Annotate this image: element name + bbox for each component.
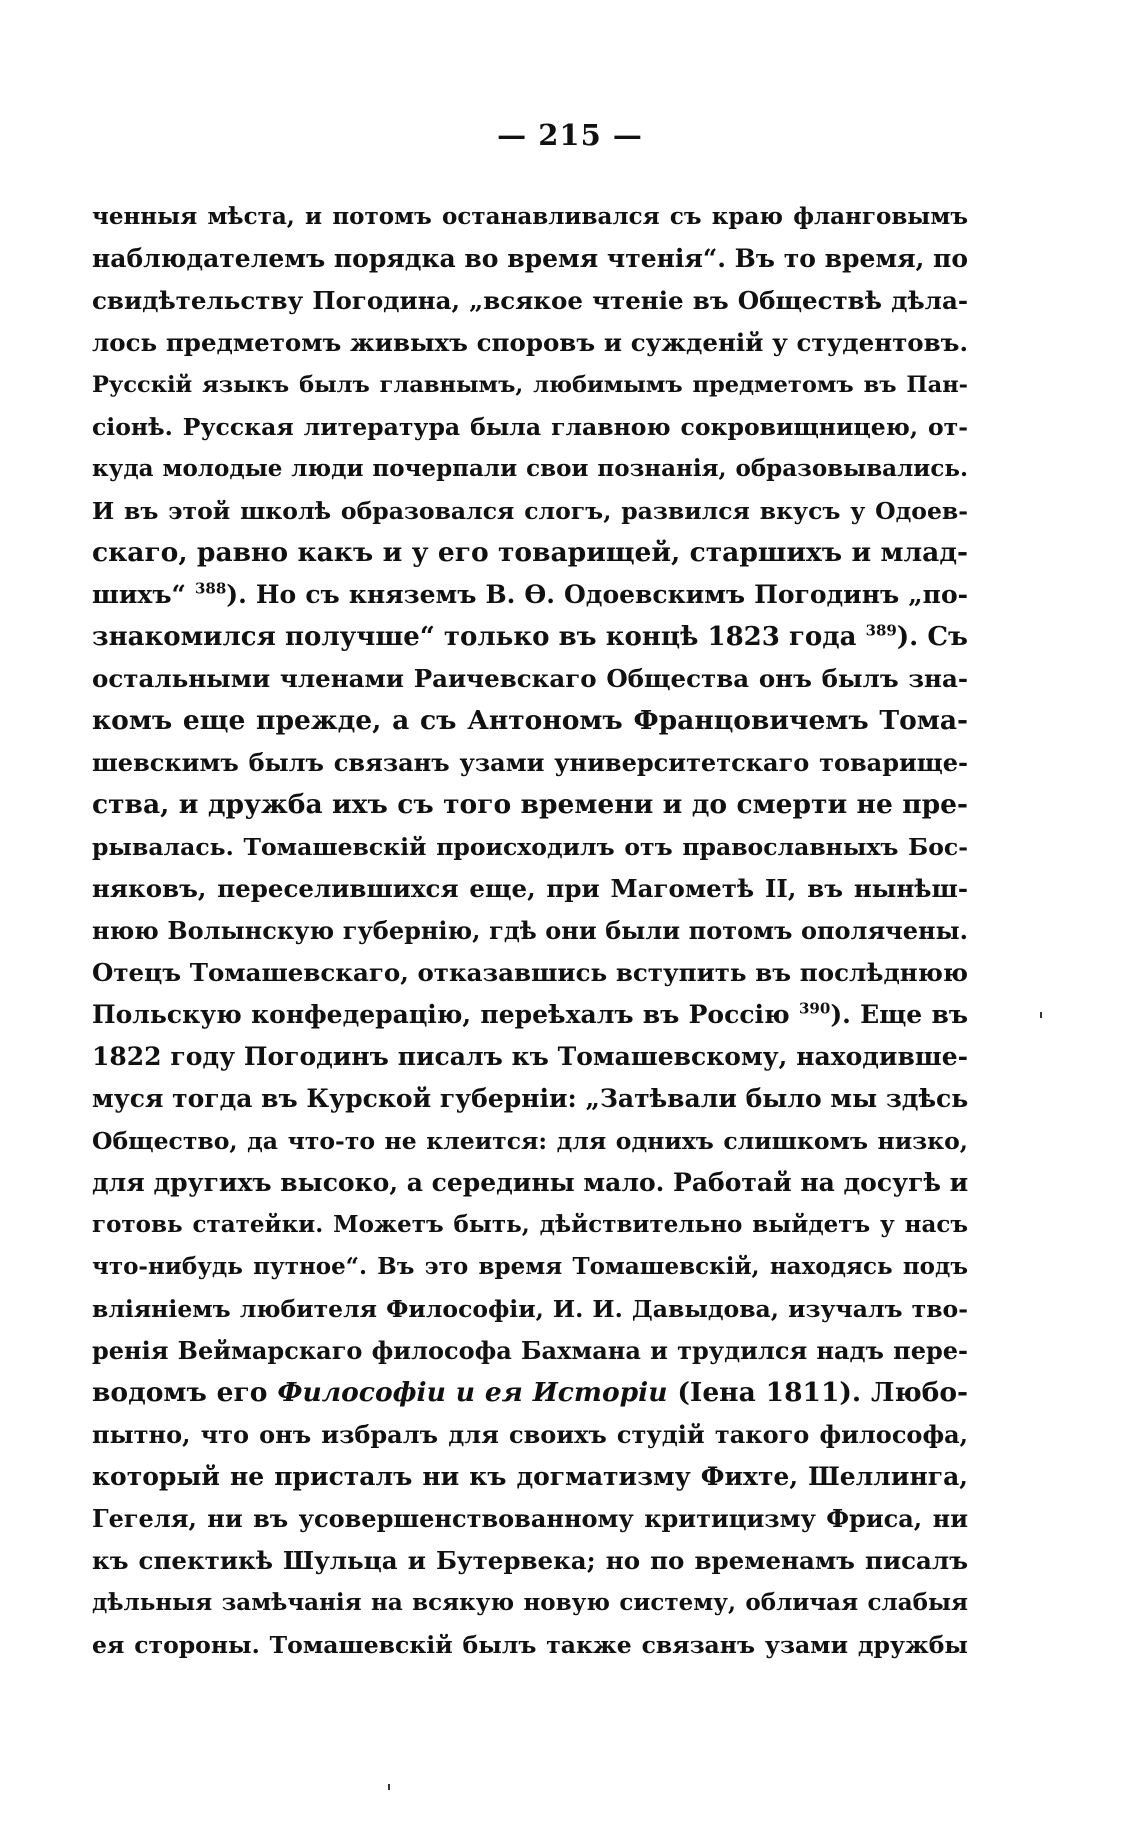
text-segment: Гегеля, ни въ усовершенствованному критицизму Фриса, ни — [92, 1504, 968, 1533]
text-line — [92, 1204, 968, 1246]
body-text — [92, 196, 968, 1666]
text-segment: И въ этой школѣ образовался слогъ, развился вкусъ у Одоев- — [92, 497, 968, 525]
text-segment: куда молодые люди почерпали свои познанія, образовывались. — [92, 455, 968, 482]
text-segment: няковъ, переселившихся еще, при Магометѣ II, въ нынѣш- — [92, 874, 968, 903]
text-segment: дѣльныя замѣчанія на всякую новую систему, обличая слабыя — [92, 1589, 968, 1616]
text-segment: нюю Волынскую губернію, гдѣ они были потомъ ополячены. — [92, 916, 968, 945]
text-segment: лось предметомъ живыхъ споровъ и сужденій у студентовъ. — [92, 328, 968, 357]
text-segment: ея стороны. Томашевскій былъ также связанъ узами дружбы — [92, 1631, 968, 1659]
text-line — [92, 574, 968, 616]
footnote-ref: 390 — [799, 999, 831, 1018]
text-line — [92, 1540, 968, 1582]
text-line — [92, 1456, 968, 1498]
text-segment: комъ еще прежде, а съ Антономъ Францовичемъ Тома- — [92, 705, 968, 736]
text-segment: который не присталъ ни къ догматизму Фихте, Шеллинга, — [92, 1462, 968, 1491]
text-line — [92, 826, 968, 868]
text-segment: водомъ его — [92, 1377, 278, 1408]
text-line — [92, 532, 968, 574]
text-line — [92, 994, 968, 1036]
text-line — [92, 784, 968, 826]
text-line — [92, 1078, 968, 1120]
text-segment: ). Но съ княземъ В. Ѳ. Одоевскимъ Погодинъ „по- — [226, 580, 969, 609]
text-segment: готовь статейки. Можетъ быть, дѣйствительно выйдетъ у насъ — [92, 1211, 968, 1238]
text-line — [92, 1036, 968, 1078]
text-line — [92, 448, 968, 490]
text-line — [92, 490, 968, 532]
text-line — [92, 406, 968, 448]
text-line — [92, 1498, 968, 1540]
text-line — [92, 952, 968, 994]
text-line — [92, 364, 968, 406]
text-segment: ). Еще въ — [830, 1000, 968, 1029]
text-segment: наблюдателемъ порядка во время чтенія“. Въ то время, по — [92, 244, 968, 273]
text-line — [92, 1246, 968, 1288]
footnote-ref: 388 — [194, 579, 227, 598]
text-segment: муся тогда въ Курской губерніи: „Затѣвали было мы здѣсь — [92, 1084, 969, 1113]
text-segment: вліяніемъ любителя Философіи, И. И. Давыдова, изучалъ тво- — [92, 1295, 968, 1323]
text-segment: (Іена 1811). Любо- — [667, 1377, 969, 1408]
text-segment: ченныя мѣста, и потомъ останавливался съ краю фланговымъ — [92, 203, 968, 230]
text-line — [92, 1120, 968, 1162]
text-segment: рывалась. Томашевскій происходилъ отъ православныхъ Бос- — [92, 833, 968, 861]
text-segment: для другихъ высоко, а середины мало. Работай на досугѣ и — [92, 1168, 969, 1197]
text-segment: Русскій языкъ былъ главнымъ, любимымъ предметомъ въ Пан- — [92, 372, 968, 398]
text-segment: шихъ“ — [92, 580, 195, 609]
footnote-ref: 389 — [865, 621, 897, 640]
text-segment: что-нибудь путное“. Въ это время Томашевскій, находясь подъ — [92, 1253, 968, 1280]
text-line — [92, 910, 968, 952]
text-line — [92, 616, 968, 658]
text-segment: остальными членами Раичевскаго Общества онъ былъ зна- — [92, 664, 968, 693]
text-segment: къ спектикѣ Шульца и Бутервека; но по временамъ писалъ — [92, 1546, 968, 1575]
text-segment: знакомился получше“ только въ концѣ 1823 года — [92, 622, 866, 652]
stray-mark — [1040, 1012, 1042, 1018]
text-segment: Общество, да что-то не клеится: для однихъ слишкомъ низко, — [92, 1127, 968, 1155]
text-line — [92, 1288, 968, 1330]
text-line — [92, 1330, 968, 1372]
text-segment: Отецъ Томашевскаго, отказавшись вступить въ послѣднюю — [92, 958, 968, 987]
italic-text: Философіи и ея Исторіи — [277, 1377, 668, 1408]
text-line — [92, 1162, 968, 1204]
text-line — [92, 700, 968, 742]
text-line — [92, 1372, 968, 1414]
text-segment: свидѣтельству Погодина, „всякое чтеніе въ Обществѣ дѣла- — [92, 286, 968, 315]
text-line — [92, 742, 968, 784]
text-segment: ренія Веймарскаго философа Бахмана и трудился надъ пере- — [92, 1336, 968, 1365]
text-line — [92, 196, 968, 238]
text-line — [92, 658, 968, 700]
stray-mark — [388, 1784, 390, 1790]
text-line — [92, 1624, 968, 1666]
page-number: — 215 — — [497, 118, 643, 152]
text-line — [92, 1582, 968, 1624]
text-line — [92, 322, 968, 364]
text-line — [92, 238, 968, 280]
text-segment: ства, и дружба ихъ съ того времени и до смерти не пре- — [92, 789, 968, 820]
text-line — [92, 1414, 968, 1456]
text-segment: пытно, что онъ избралъ для своихъ студій такого философа, — [92, 1420, 968, 1449]
text-line — [92, 280, 968, 322]
text-segment: сіонѣ. Русская литература была главною сокровищницею, от- — [92, 413, 968, 441]
text-line — [92, 868, 968, 910]
text-segment: Польскую конфедерацію, переѣхалъ въ Россію — [92, 1000, 799, 1029]
text-segment: ). Съ — [896, 622, 968, 652]
text-segment: скаго, равно какъ и у его товарищей, старшихъ и млад- — [92, 537, 968, 568]
text-segment: шевскимъ былъ связанъ узами университетскаго товарище- — [92, 748, 968, 777]
text-segment: 1822 году Погодинъ писалъ къ Томашевскому, находивше- — [92, 1042, 968, 1071]
